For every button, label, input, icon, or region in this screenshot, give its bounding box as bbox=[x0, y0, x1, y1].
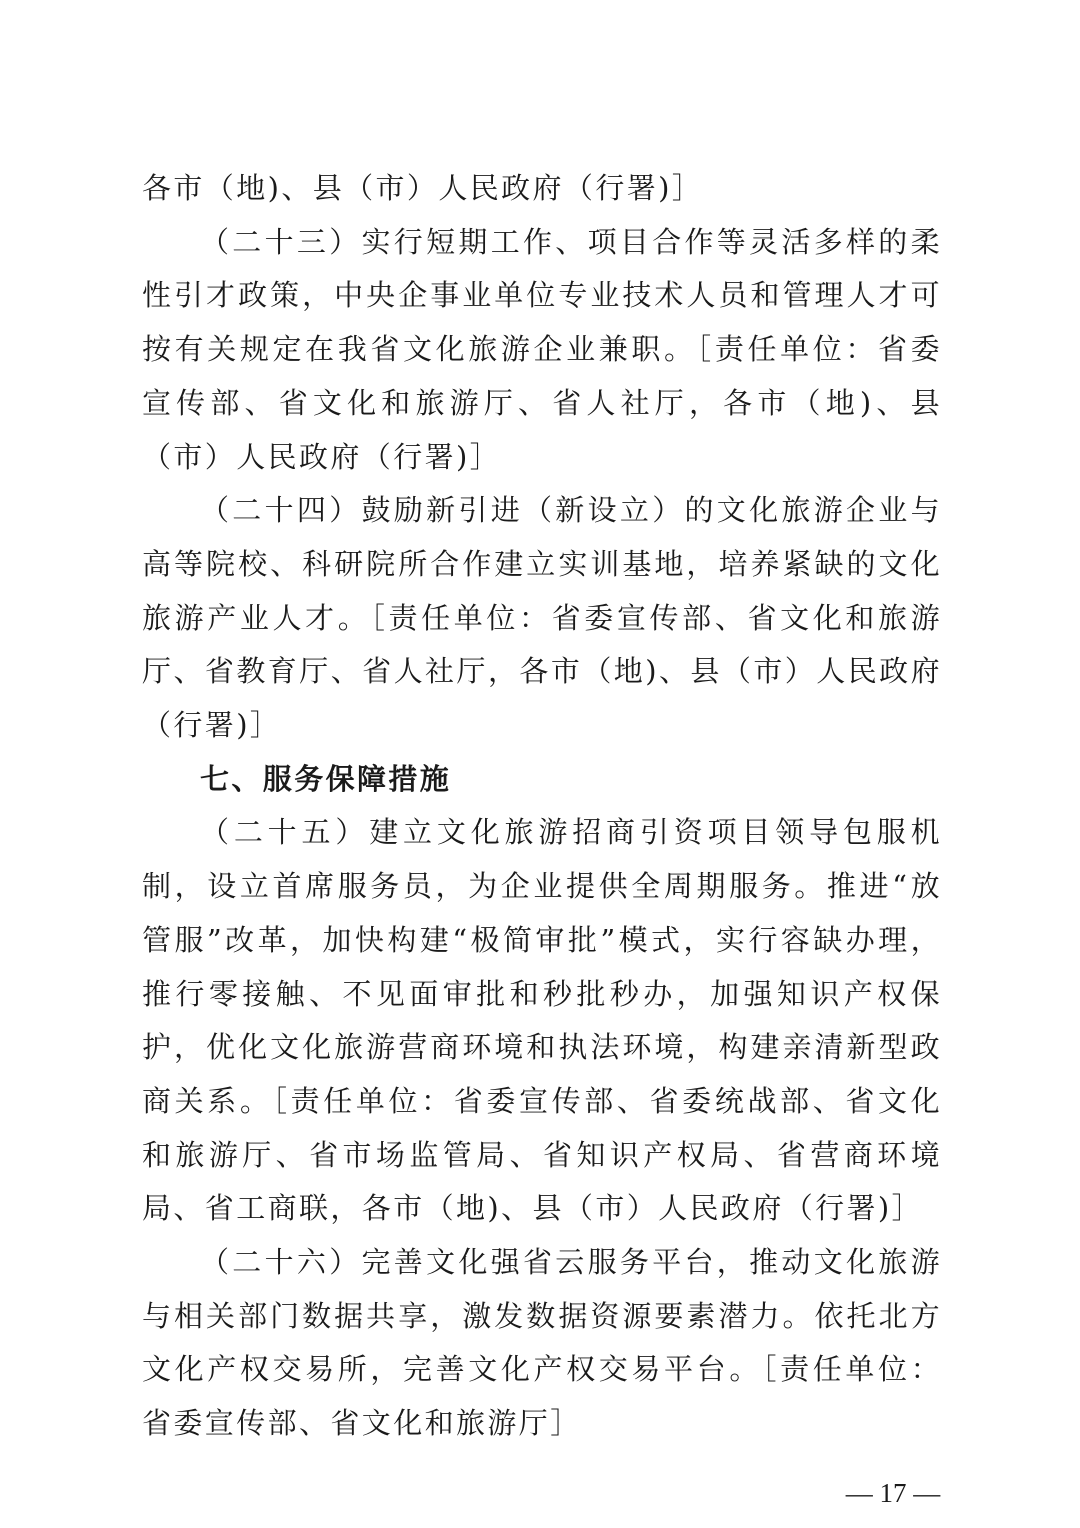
page-number: — 17 — bbox=[845, 1478, 941, 1508]
paragraph-item-23: （二十三）实行短期工作、项目合作等灵活多样的柔性引才政策，中央企事业单位专业技术人员和管理人才可按有关规定在我省文化旅游企业兼职。［责任单位：省委宣传部、省文化和旅游厅、省人社厅，各市（地)、县（市）人民政府（行署)］ bbox=[142, 224, 942, 474]
section-heading: 七、服务保障措施 bbox=[200, 761, 452, 796]
paragraph-item-26: （二十六）完善文化强省云服务平台，推动文化旅游与相关部门数据共享，激发数据资源要素潜力。依托北方文化产权交易所，完善文化产权交易平台。［责任单位：省委宣传部、省文化和旅游厅］ bbox=[142, 1245, 942, 1441]
paragraph-item-24: （二十四）鼓励新引进（新设立）的文化旅游企业与高等院校、科研院所合作建立实训基地，培养紧缺的文化旅游产业人才。［责任单位：省委宣传部、省文化和旅游厅、省教育厅、省人社厅，各市（地)、县（市）人民政府（行署)］ bbox=[142, 493, 942, 743]
document-body bbox=[142, 162, 942, 1451]
paragraph-continuation: 各市（地)、县（市）人民政府（行署)］ bbox=[142, 171, 704, 205]
paragraph-item-25: （二十五）建立文化旅游招商引资项目领导包服机制，设立首席服务员，为企业提供全周期服务。推进“放管服”改革，加快构建“极简审批”模式，实行容缺办理，推行零接触、不见面审批和秒批秒办，加强知识产权保护，优化文化旅游营商环境和执法环境，构建亲清新型政商关系。［责任单位：省委宣传部、省委统战部、省文化和旅游厅、省市场监管局、省知识产权局、省营商环境局、省工商联，各市（地)、县（市）人民政府（行署)］ bbox=[142, 815, 942, 1226]
